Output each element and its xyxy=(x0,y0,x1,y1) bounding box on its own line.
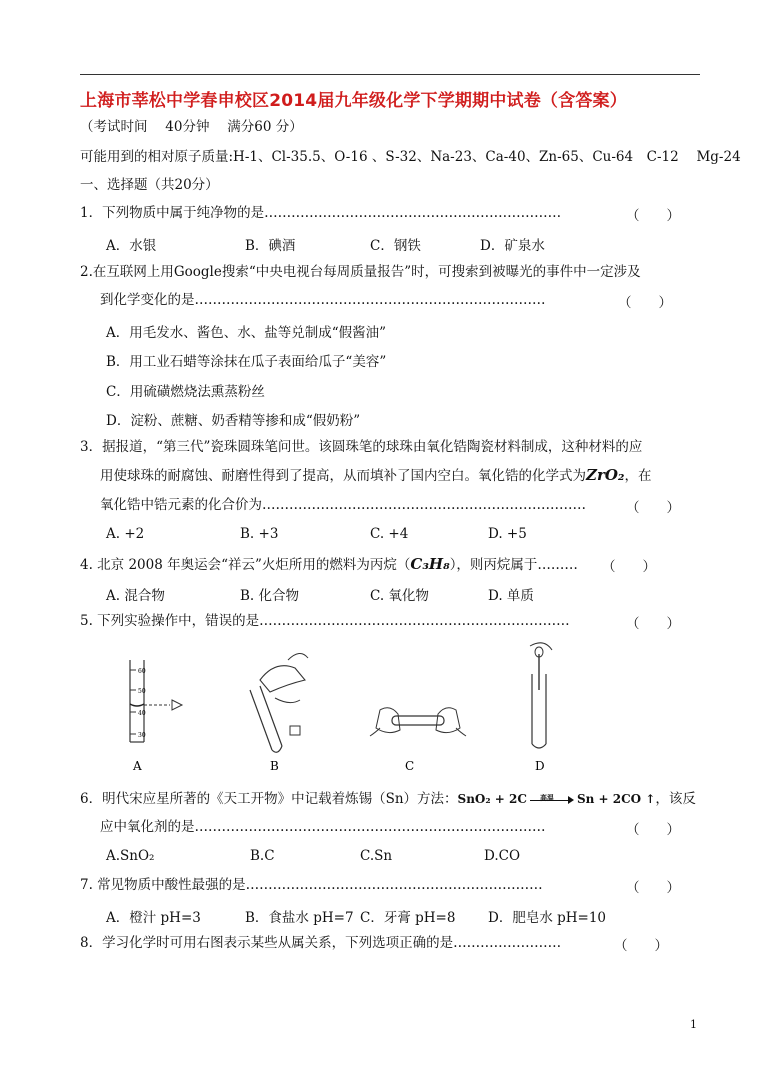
cylinder-tick-50: 50 xyxy=(138,688,146,695)
q6-option-a: A.SnO₂ xyxy=(106,848,155,864)
q4-option-d: D. 单质 xyxy=(488,588,534,604)
q1-option-b: B．碘酒 xyxy=(245,238,296,254)
q4-stem-end: ），则丙烷属于……… xyxy=(449,557,578,573)
q6-answer-blank: （ ） xyxy=(626,822,680,838)
q7-option-c: C．牙膏 pH=8 xyxy=(360,910,456,926)
q4-option-b: B. 化合物 xyxy=(240,588,300,604)
q6-stem-line1 xyxy=(80,790,696,808)
q4-option-a: A. 混合物 xyxy=(106,588,165,604)
reaction-condition: 高温 xyxy=(539,792,554,802)
q6-stem-text: 6．明代宋应星所著的《天工开物》中记载着炼锡（Sn）方法： xyxy=(80,791,458,807)
q3-option-b: B. +3 xyxy=(240,526,279,542)
cylinder-tick-60: 60 xyxy=(138,668,146,675)
header-rule xyxy=(80,74,700,75)
page-title: 上海市莘松中学春申校区2014届九年级化学下学期期中试卷（含答案） xyxy=(80,91,627,111)
figure-d-dropper xyxy=(530,643,552,748)
reaction-left: SnO₂ + 2C xyxy=(457,792,527,806)
q3-option-c: C. +4 xyxy=(370,526,409,542)
q8-stem: 8．学习化学时可用右图表示某些从属关系，下列选项正确的是…………………… xyxy=(80,935,562,951)
q4-answer-blank: （ ） xyxy=(602,559,656,575)
q3-stem-line2 xyxy=(100,466,652,485)
q6-stem-line2: 应中氧化剂的是…………………………………………………………………… xyxy=(100,819,546,835)
q2-stem-line2: 到化学变化的是…………………………………………………………………… xyxy=(100,292,546,308)
figure-label-d: D xyxy=(535,759,545,773)
q7-stem: 7. 常见物质中酸性最强的是………………………………………………………… xyxy=(80,877,543,893)
q6-option-c: C.Sn xyxy=(360,848,393,864)
atomic-masses: 可能用到的相对原子质量:H-1、Cl-35.5、O-16 、S-32、Na-23、Ca-40、Zn-65、Cu-64 C-12 Mg-24 xyxy=(80,149,741,165)
cylinder-tick-40: 40 xyxy=(138,710,146,717)
cylinder-tick-30: 30 xyxy=(138,732,146,739)
q2-stem-line1: 2.在互联网上用Google搜索“中央电视台每周质量报告”时，可搜索到被曝光的事件中一定涉及 xyxy=(80,264,641,280)
q3-option-a: A. +2 xyxy=(106,526,145,542)
q8-answer-blank: （ ） xyxy=(614,938,668,954)
q2-option-a: A．用毛发水、酱色、水、盐等兑制成“假酱油” xyxy=(106,325,387,341)
q1-stem: 1．下列物质中属于纯净物的是………………………………………………………… xyxy=(80,205,562,221)
figure-label-b: B xyxy=(270,759,279,773)
q4-stem-text: 4. 北京 2008 年奥运会“祥云”火炬所用的燃料为丙烷（ xyxy=(80,557,411,573)
q1-answer-blank: （ ） xyxy=(626,208,680,224)
q6-stem-end: ，该反 xyxy=(655,791,696,807)
q2-option-c: C．用硫磺燃烧法熏蒸粉丝 xyxy=(106,384,265,400)
figure-c-shaking xyxy=(370,708,466,736)
q7-option-b: B．食盐水 pH=7 xyxy=(245,910,354,926)
zirconia-formula: ZrO₂ xyxy=(586,466,625,484)
reaction-arrow xyxy=(530,792,574,805)
q7-option-d: D．肥皂水 pH=10 xyxy=(488,910,607,926)
q1-option-a: A．水银 xyxy=(106,238,157,254)
q4-option-c: C. 氧化物 xyxy=(370,588,429,604)
q7-answer-blank: （ ） xyxy=(626,880,680,896)
q3-stem-line1: 3．据报道，“第三代”瓷珠圆珠笔问世。该圆珠笔的球珠由氧化锆陶瓷材料制成，这种材料的应 xyxy=(80,439,643,455)
q2-option-d: D．淀粉、蔗糖、奶香精等掺和成“假奶粉” xyxy=(106,413,361,429)
q6-option-d: D.CO xyxy=(484,848,521,864)
q7-option-a: A．橙汁 pH=3 xyxy=(106,910,201,926)
q3-stem-line2-text: 用使球珠的耐腐蚀、耐磨性得到了提高，从而填补了国内空白。氧化锆的化学式为 xyxy=(100,468,586,484)
reaction-right: Sn + 2CO ↑ xyxy=(576,792,656,806)
q2-answer-blank: （ ） xyxy=(618,295,672,311)
figure-label-c: C xyxy=(405,759,415,773)
q3-answer-blank: （ ） xyxy=(626,500,680,516)
lab-operations-figure xyxy=(100,640,600,780)
figure-a-cylinder xyxy=(130,660,182,742)
q2-option-b: B．用工业石蜡等涂抹在瓜子表面给瓜子“美容” xyxy=(106,354,387,370)
q3-stem-line3: 氧化锆中锆元素的化合价为……………………………………………………………… xyxy=(100,497,586,513)
q1-option-c: C．钢铁 xyxy=(370,238,421,254)
q4-stem xyxy=(80,555,578,574)
figure-b-pouring xyxy=(250,653,308,752)
q6-option-b: B.C xyxy=(250,848,275,864)
exam-info: （考试时间 40分钟 满分60 分） xyxy=(80,119,303,135)
q5-answer-blank: （ ） xyxy=(626,616,680,632)
q3-option-d: D. +5 xyxy=(488,526,527,542)
page-number: 1 xyxy=(690,1018,697,1031)
figure-label-a: A xyxy=(133,759,142,773)
q5-stem: 5. 下列实验操作中，错误的是…………………………………………………………… xyxy=(80,613,570,629)
q1-option-d: D．矿泉水 xyxy=(480,238,545,254)
section-heading: 一、选择题（共20分） xyxy=(80,177,219,193)
propane-formula: C₃H₈ xyxy=(410,555,450,573)
q3-stem-line2-end: ，在 xyxy=(624,468,652,484)
